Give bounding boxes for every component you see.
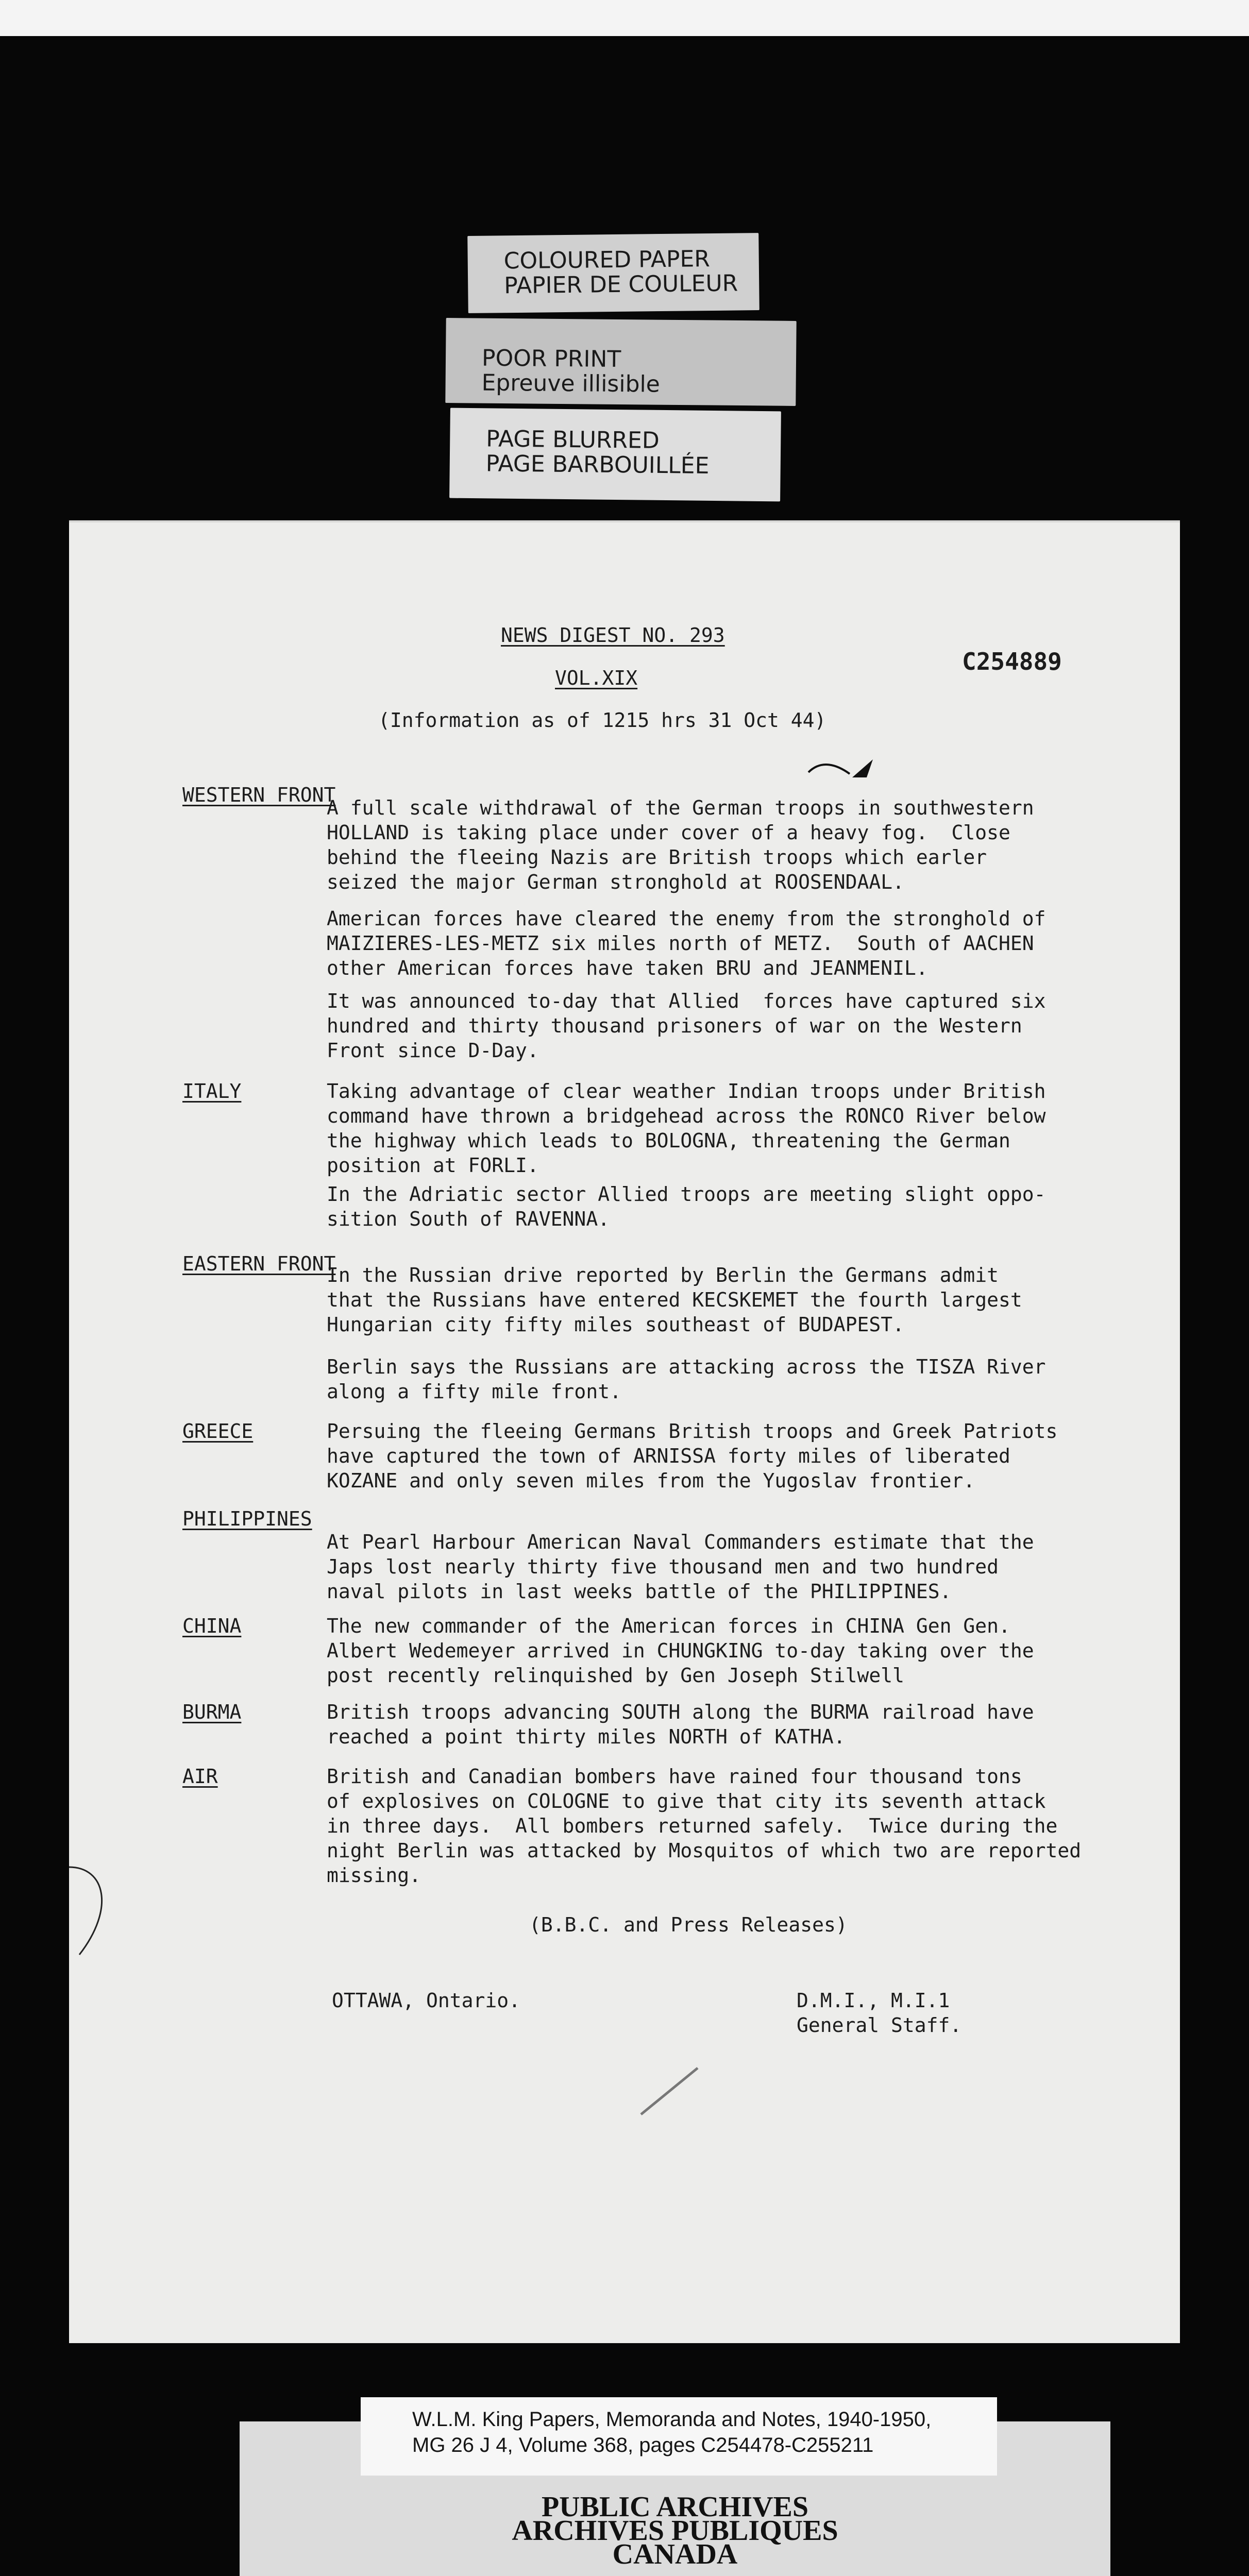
digest-title: NEWS DIGEST NO. 293 [501, 624, 725, 647]
section-text-line: Albert Wedemeyer arrived in CHUNGKING to-day taking over the [327, 1639, 1034, 1662]
margin-curve-mark-icon [69, 1862, 131, 1960]
section-text-line: Taking advantage of clear weather Indian troops under British [327, 1080, 1046, 1103]
information-line: (Information as of 1215 hrs 31 Oct 44) [378, 709, 826, 732]
section-text-line: of explosives on COLOGNE to give that city its seventh attack [327, 1790, 1046, 1812]
section-heading: ITALY [182, 1080, 242, 1103]
stamp-line: ARCHIVES PUBLIQUES [512, 2515, 838, 2547]
pen-mark-icon [806, 749, 883, 795]
section-text-line: In the Russian drive reported by Berlin the Germans admit [327, 1264, 999, 1286]
section-text-line: Hungarian city fifty miles southeast of BUDAPEST. [327, 1313, 905, 1336]
section-text-line: It was announced to-day that Allied forces have captured six [327, 990, 1046, 1012]
section-text-line: At Pearl Harbour American Naval Commanders estimate that the [327, 1531, 1034, 1553]
section-text-line: reached a point thirty miles NORTH of KATHA. [327, 1725, 846, 1748]
section-heading: AIR [182, 1765, 218, 1788]
citation-line: W.L.M. King Papers, Memoranda and Notes, 1940-1950, [412, 2408, 932, 2431]
section-text-line: in three days. All bombers returned safely. Twice during the [327, 1815, 1058, 1837]
section-text-line: the highway which leads to BOLOGNA, threatening the German [327, 1129, 1010, 1152]
signature-line: D.M.I., M.I.1 [797, 1989, 950, 2012]
slip-line: Epreuve illisible [481, 369, 661, 398]
section-text-line: Berlin says the Russians are attacking across the TISZA River [327, 1355, 1046, 1378]
signature-line: General Staff. [797, 2014, 962, 2037]
stamp-line: CANADA [612, 2538, 738, 2570]
section-text-line: British troops advancing SOUTH along the BURMA railroad have [327, 1701, 1034, 1723]
section-text-line: hundred and thirty thousand prisoners of war on the Western [327, 1014, 1022, 1037]
section-text-line: HOLLAND is taking place under cover of a heavy fog. Close [327, 821, 1010, 844]
section-text-line: behind the fleeing Nazis are British troops which earler [327, 846, 987, 869]
section-text-line: that the Russians have entered KECSKEMET the fourth largest [327, 1289, 1022, 1311]
slip-line: PAPIER DE COULEUR [503, 270, 738, 299]
section-text-line: The new commander of the American forces in CHINA Gen Gen. [327, 1615, 1010, 1637]
section-text-line: post recently relinquished by Gen Joseph Stilwell [327, 1664, 905, 1687]
stamp-line: PUBLIC ARCHIVES [541, 2491, 809, 2523]
section-heading: EASTERN FRONT [182, 1252, 336, 1275]
page-blurred-slip [449, 408, 781, 502]
section-text-line: American forces have cleared the enemy from the stronghold of [327, 907, 1046, 930]
section-text-line: along a fifty mile front. [327, 1380, 621, 1403]
citation-line: MG 26 J 4, Volume 368, pages C254478-C255211 [412, 2434, 874, 2456]
place-line: OTTAWA, Ontario. [332, 1989, 521, 2012]
section-text-line: have captured the town of ARNISSA forty miles of liberated [327, 1445, 1010, 1467]
section-text-line: KOZANE and only seven miles from the Yugoslav frontier. [327, 1469, 975, 1492]
section-text-line: sition South of RAVENNA. [327, 1208, 610, 1230]
section-text-line: missing. [327, 1864, 421, 1887]
slip-line: PAGE BLURRED [486, 426, 660, 454]
coloured-paper-slip [467, 233, 759, 313]
reference-number: C254889 [962, 648, 1062, 675]
section-text-line: A full scale withdrawal of the German troops in southwestern [327, 796, 1034, 819]
source-line: (B.B.C. and Press Releases) [529, 1913, 848, 1936]
section-text-line: MAIZIERES-LES-METZ six miles north of METZ. South of AACHEN [327, 932, 1034, 955]
section-heading: WESTERN FRONT [182, 784, 336, 806]
section-text-line: Front since D-Day. [327, 1039, 539, 1062]
section-heading: GREECE [182, 1420, 254, 1443]
section-text-line: seized the major German stronghold at ROOSENDAAL. [327, 871, 905, 893]
pencil-stroke-mark-icon [636, 2063, 708, 2120]
section-heading: CHINA [182, 1615, 242, 1637]
section-text-line: naval pilots in last weeks battle of the PHILIPPINES. [327, 1580, 952, 1603]
section-text-line: command have thrown a bridgehead across the RONCO River below [327, 1105, 1046, 1127]
poor-print-slip [445, 318, 796, 406]
archive-citation-label [361, 2397, 997, 2476]
section-text-line: position at FORLI. [327, 1154, 539, 1177]
slip-line: COLOURED PAPER [503, 246, 711, 275]
section-text-line: other American forces have taken BRU and JEANMENIL. [327, 957, 928, 979]
section-text-line: Japs lost nearly thirty five thousand men and two hundred [327, 1555, 999, 1578]
volume-number: VOL.XIX [555, 667, 638, 689]
section-heading: PHILIPPINES [182, 1507, 312, 1530]
section-text-line: In the Adriatic sector Allied troops are meeting slight oppo- [327, 1183, 1046, 1206]
section-text-line: night Berlin was attacked by Mosquitos of which two are reported [327, 1839, 1082, 1862]
section-text-line: Persuing the fleeing Germans British troops and Greek Patriots [327, 1420, 1058, 1443]
public-archives-stamp [240, 2491, 1110, 2570]
document-page [69, 520, 1180, 2343]
section-heading: BURMA [182, 1701, 242, 1723]
slip-line: POOR PRINT [481, 345, 621, 373]
slip-line: PAGE BARBOUILLÉE [485, 450, 710, 479]
film-top-margin [0, 0, 1249, 36]
section-text-line: British and Canadian bombers have rained four thousand tons [327, 1765, 1022, 1788]
